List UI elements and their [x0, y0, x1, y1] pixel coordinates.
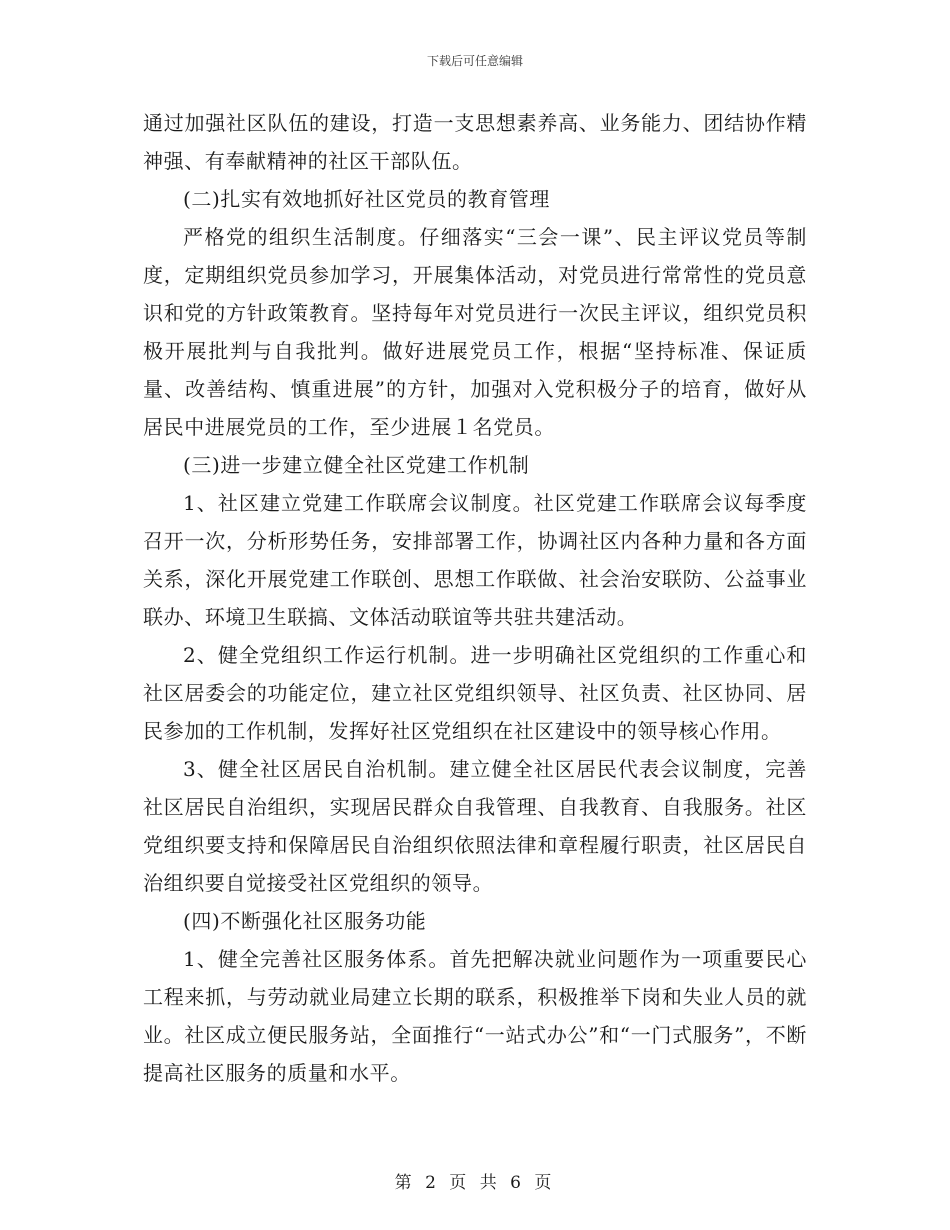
paragraph-self-governance: 3、健全社区居民自治机制。建立健全社区居民代表会议制度，完善社区居民自治组织，实现居民群众自我管理、自我教育、自我服务。社区党组织要支持和保障居民自治组织依照法律和章程履行职责，社区居民自治组织要自觉接受社区党组织的领导。: [143, 757, 807, 895]
paragraph-service-system: 1、健全完善社区服务体系。首先把解决就业问题作为一项重要民心工程来抓，与劳动就业局建立长期的联系，积极推举下岗和失业人员的就业。社区成立便民服务站，全面推行“一站式办公”和“一门式服务”，不断提高社区服务的质量和水平。: [143, 947, 807, 1085]
section-heading-4: (四)不断强化社区服务功能: [183, 909, 427, 933]
paragraph-party-education: 严格党的组织生活制度。仔细落实“三会一课”、民主评议党员等制度，定期组织党员参加学习，开展集体活动，对党员进行常常性的党员意识和党的方针政策教育。坚持每年对党员进行一次民主评议，组织党员积极开展批判与自我批判。做好进展党员工作，根据“坚持标准、保证质量、改善结构、慎重进展”的方针，加强对入党积极分子的培育，做好从居民中进展党员的工作，至少进展１名党员。: [143, 225, 807, 439]
page-header: 下载后可任意编辑: [426, 54, 523, 68]
section-heading-2: (二)扎实有效地抓好社区党员的教育管理: [183, 187, 551, 211]
document-body: [143, 104, 807, 1092]
paragraph-joint-meeting: 1、社区建立党建工作联席会议制度。社区党建工作联席会议每季度召开一次，分析形势任务，安排部署工作，协调社区内各种力量和各方面关系，深化开展党建工作联创、思想工作联做、社会治安联防、公益事业联办、环境卫生联搞、文体活动联谊等共驻共建活动。: [143, 491, 807, 629]
section-heading-3: (三)进一步建立健全社区党建工作机制: [183, 453, 530, 477]
paragraph-continuation: 通过加强社区队伍的建设，打造一支思想素养高、业务能力、团结协作精神强、有奉献精神的社区干部队伍。: [143, 111, 807, 173]
paragraph-operating-mechanism: 2、健全党组织工作运行机制。进一步明确社区党组织的工作重心和社区居委会的功能定位，建立社区党组织领导、社区负责、社区协同、居民参加的工作机制，发挥好社区党组织在社区建设中的领导核心作用。: [143, 643, 807, 743]
page-number-footer: 第 2 页 共 6 页: [394, 1173, 556, 1193]
